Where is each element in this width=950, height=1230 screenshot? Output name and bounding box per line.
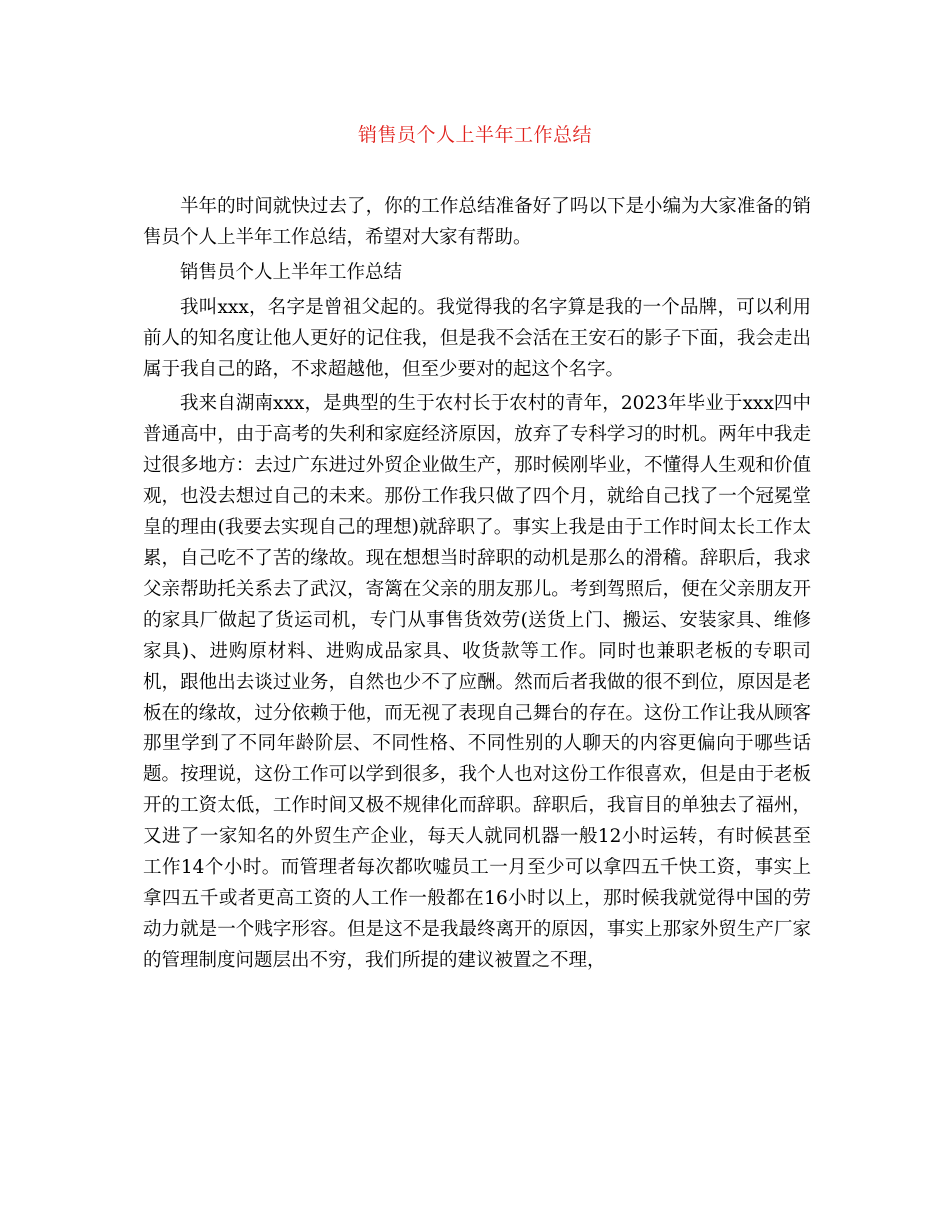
document-body bbox=[143, 192, 811, 981]
paragraph-name: 我叫xxx，名字是曾祖父起的。我觉得我的名字算是我的一个品牌，可以利用前人的知名度让他人更好的记住我，但是我不会活在王安石的影子下面，我会走出属于我自己的路，不求超越他，但至少要对的起这个名字。 bbox=[143, 296, 811, 380]
paragraph-subheading: 销售员个人上半年工作总结 bbox=[180, 261, 403, 283]
paragraph-background: 我来自湖南xxx，是典型的生于农村长于农村的青年，2023年毕业于xxx四中普通高中，由于高考的失利和家庭经济原因，放弃了专科学习的时机。两年中我走过很多地方：去过广东进过外贸企业做生产，那时候刚毕业，不懂得人生观和价值观，也没去想过自己的未来。那份工作我只做了四个月，就给自己找了一个冠冕堂皇的理由(我要去实现自己的理想)就辞职了。事实上我是由于工作时间太长工作太累，自己吃不了苦的缘故。现在想想当时辞职的动机是那么的滑稽。辞职后，我求父亲帮助托关系去了武汉，寄篱在父亲的朋友那儿。考到驾照后，便在父亲朋友开的家具厂做起了货运司机，专门从事售货效劳(送货上门、搬运、安装家具、维修家具)、进购原材料、进购成品家具、收货款等工作。同时也兼职老板的专职司机，跟他出去谈过业务，自然也少不了应酬。然而后者我做的很不到位，原因是老板在的缘故，过分依赖于他，而无视了表现自己舞台的存在。这份工作让我从顾客那里学到了不同年龄阶层、不同性格、不同性别的人聊天的内容更偏向于哪些话题。按理说，这份工作可以学到很多，我个人也对这份工作很喜欢，但是由于老板开的工资太低，工作时间又极不规律化而辞职。辞职后，我盲目的单独去了福州，又进了一家知名的外贸生产企业，每天人就同机器一般12小时运转，有时候甚至工作14个小时。而管理者每次都吹嘘员工一月至少可以拿四五千快工资，事实上拿四五千或者更高工资的人工作一般都在16小时以上，那时候我就觉得中国的劳动力就是一个贱字形容。但是这不是我最终离开的原因，事实上那家外贸生产厂家的管理制度问题层出不穷，我们所提的建议被置之不理， bbox=[143, 393, 811, 971]
document-title: 销售员个人上半年工作总结 bbox=[357, 124, 592, 146]
paragraph-intro: 半年的时间就快过去了，你的工作总结准备好了吗以下是小编为大家准备的销售员个人上半年工作总结，希望对大家有帮助。 bbox=[143, 196, 811, 248]
